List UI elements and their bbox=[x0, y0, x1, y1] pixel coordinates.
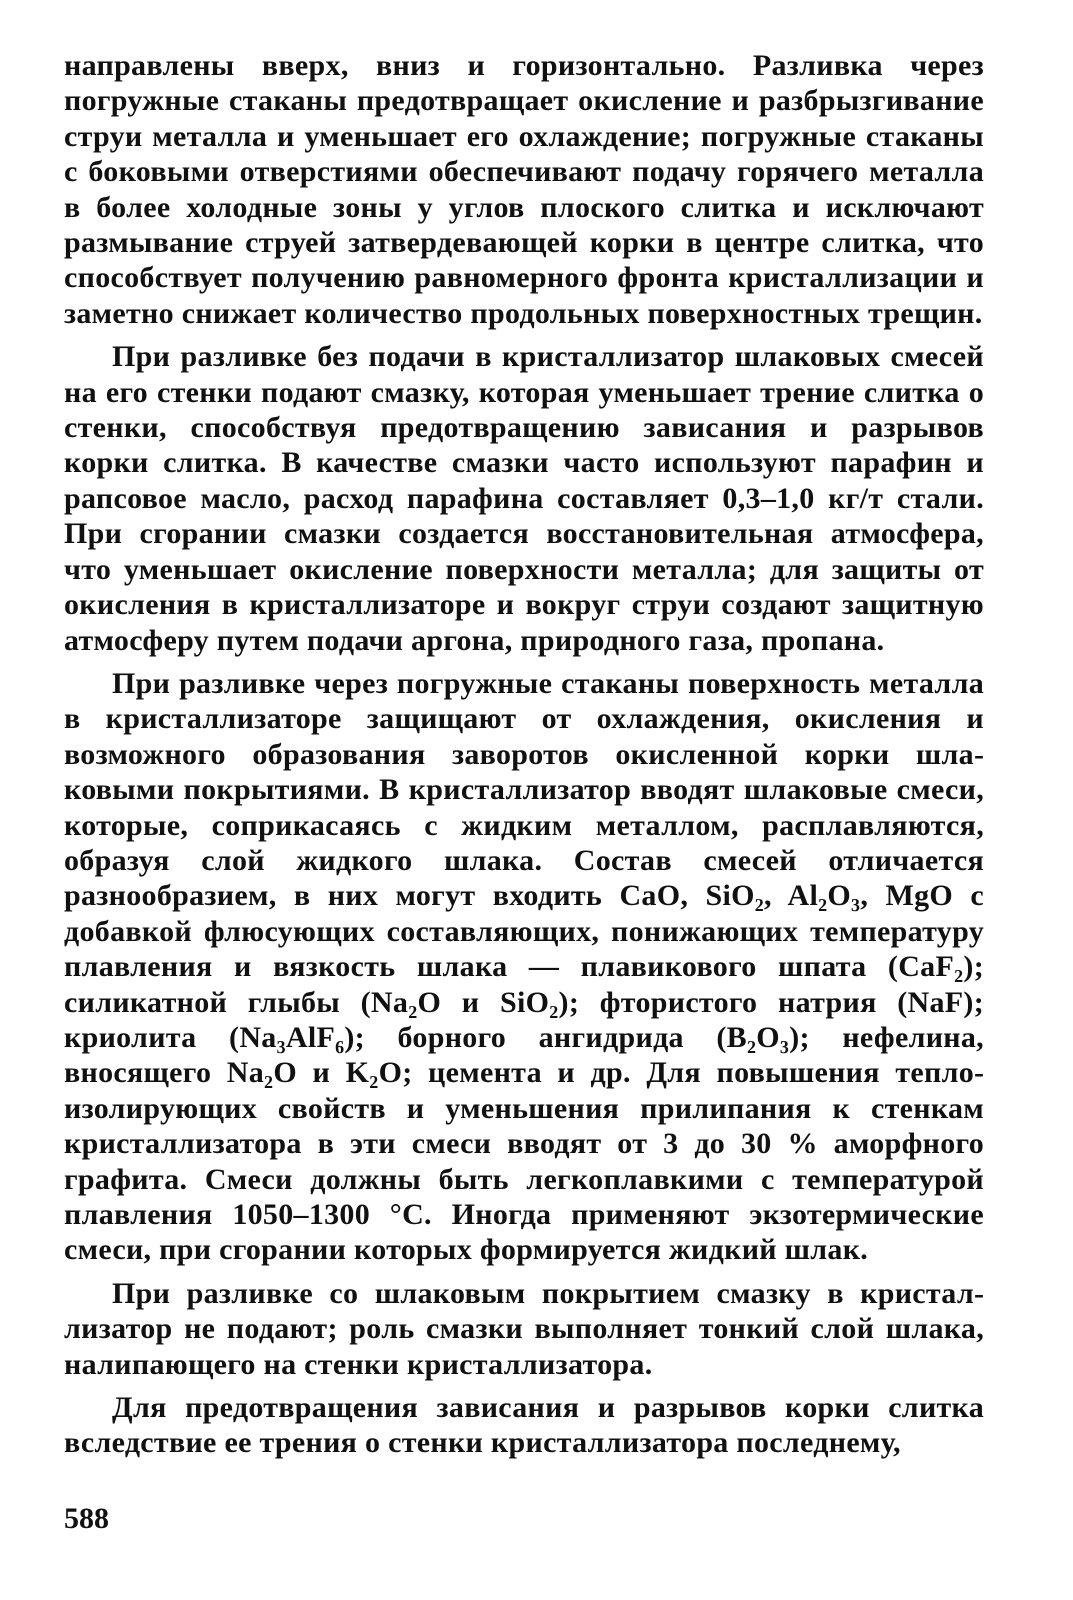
paragraph-2: При разливке без подачи в кристаллизатор шлаковых смесей на его стенки подают смазку, которая уменьшает трение слитка о стенки, способствуя предотвращению зависания и разрывов корки слитка. В качестве смазки часто используют парафин и рапсовое масло, расход парафина составляет 0,3–1,0 кг/т стали. При сгорании смазки создается восстановительная атмосфера, что уменьшает окисление поверхности металла; для защиты от окисления в кристаллизаторе и вокруг струи создают защитную атмосферу путем подачи аргона, природного газа, пропана. bbox=[64, 340, 984, 657]
page-body bbox=[64, 48, 984, 1469]
paragraph-5: Для предотвращения зависания и разрывов корки слитка вследствие ее трения о стенки кристаллизатора последнему, bbox=[64, 1391, 984, 1460]
paragraph-4: При разливке со шлаковым покрытием смазку в кристаллизатор не подают; роль смазки выполняет тонкий слой шлака, налипающего на стенки кристаллизатора. bbox=[64, 1276, 984, 1381]
page-number: 588 bbox=[64, 1502, 109, 1535]
paragraph-3: При разливке через погружные стаканы поверхность металла в кристаллизаторе защищают от охлаждения, окисления и возможного образования заворотов окисленной корки шлаковыми покрытиями. В кристаллизатор вводят шлаковые смеси, которые, соприкасаясь с жидким металлом, расплавляются, образуя слой жидкого шлака. Состав смесей отличается разнообразием, в них могут входить CaO, SiO₂, Al₂O₃, MgO с добавкой флюсующих составляющих, понижающих температуру плавления и вязкость шлака — плавикового шпата (CaF₂); силикатной глыбы (Na₂O и SiO₂); фтористого натрия (NaF); криолита (Na₃AlF₆); борного ангидрида (B₂O₃); нефелина, вносящего Na₂O и K₂O; цемента и др. Для повышения теплоизолирующих свойств и уменьшения прилипания к стенкам кристаллизатора в эти смеси вводят от 3 до 30 % аморфного графита. Смеси должны быть легкоплавкими с температурой плавления 1050–1300 °С. Иногда применяют экзотермические смеси, при сгорании которых формируется жидкий шлак. bbox=[64, 666, 984, 1267]
paragraph-1: направлены вверх, вниз и горизонтально. Разливка через погружные стаканы предотвращает окисление и разбрызгивание струи металла и уменьшает его охлаждение; погружные стаканы с боковыми отверстиями обеспечивают подачу горячего металла в более холодные зоны у углов плоского слитка и исключают размывание струей затвердевающей корки в центре слитка, что способствует получению равномерного фронта кристаллизации и заметно снижает количество продольных поверхностных трещин. bbox=[64, 49, 984, 330]
